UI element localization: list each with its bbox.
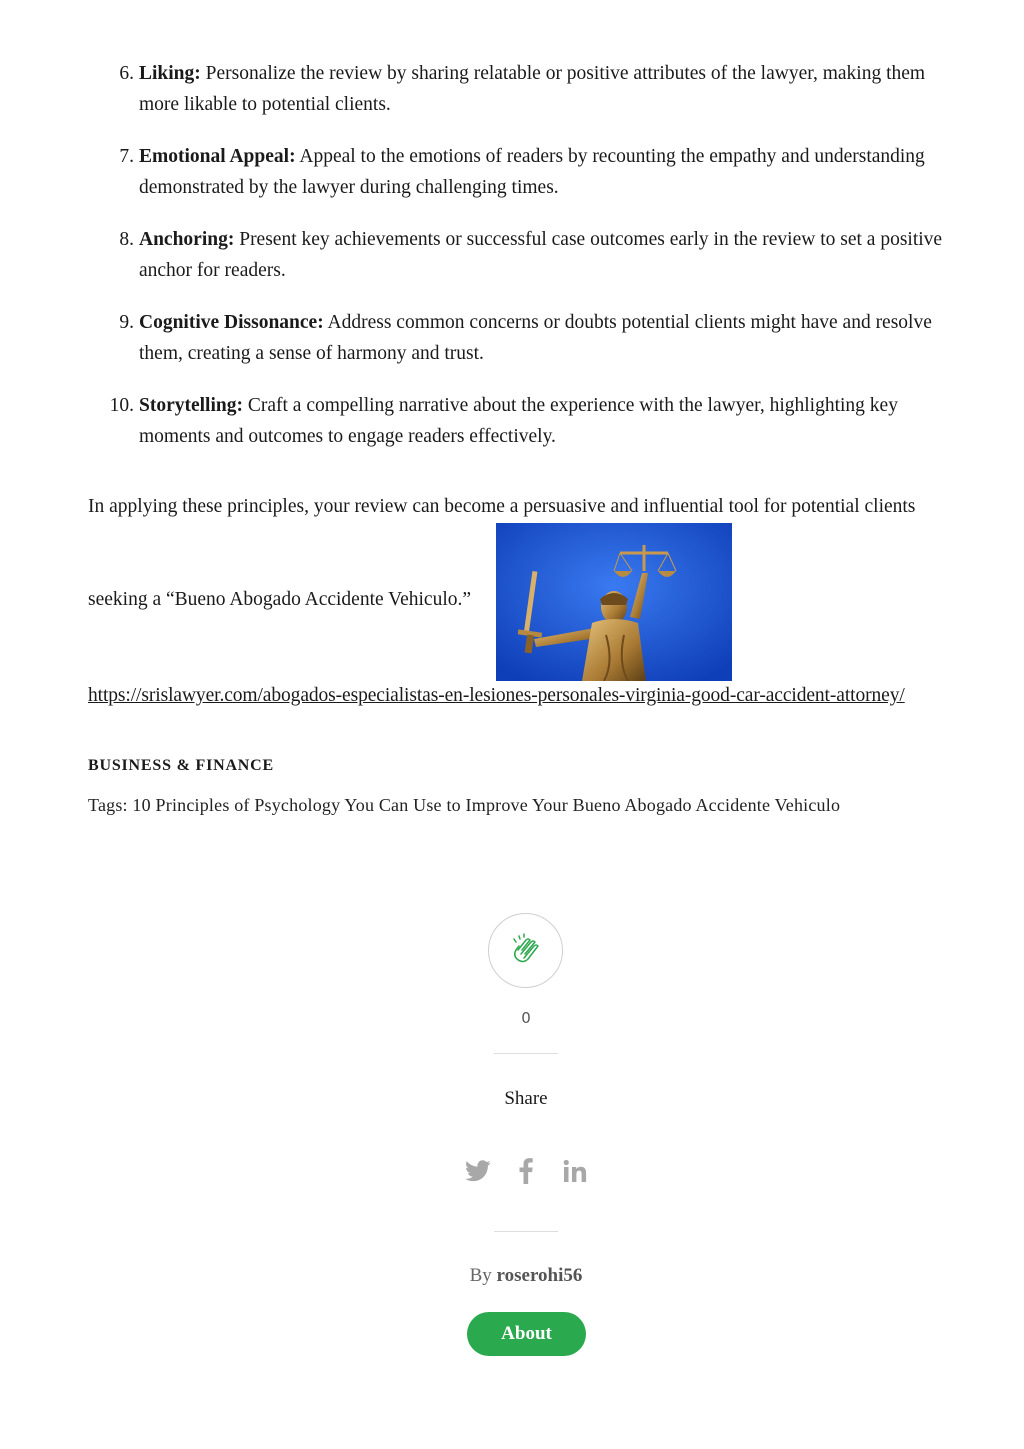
clap-count: 0 — [521, 1009, 531, 1027]
principle-text: Appeal to the emotions of readers by recounting the empathy and understanding demonstrated by the lawyer during challenging times. — [139, 146, 925, 198]
linkedin-share-button[interactable] — [560, 1158, 590, 1188]
category-label[interactable]: BUSINESS & FINANCE — [88, 757, 274, 774]
divider — [494, 1231, 558, 1232]
share-label: Share — [504, 1088, 548, 1109]
principle-title: Cognitive Dissonance: — [139, 312, 324, 333]
clap-icon — [508, 930, 544, 971]
list-number: 6. — [119, 63, 134, 84]
author-byline — [426, 1265, 626, 1287]
principle-title: Storytelling: — [139, 395, 243, 416]
clap-button[interactable] — [488, 913, 563, 988]
list-number: 9. — [119, 312, 134, 333]
facebook-icon — [519, 1158, 533, 1189]
principle-title: Anchoring: — [139, 229, 235, 250]
divider — [494, 1053, 558, 1054]
list-number: 7. — [119, 146, 134, 167]
closing-paragraph: In applying these principles, your review can become a persuasive and influential tool for potential clients — [88, 496, 916, 517]
facebook-share-button[interactable] — [511, 1158, 541, 1188]
closing-paragraph-line2: seeking a “Bueno Abogado Accidente Vehiculo.” — [88, 589, 472, 610]
list-item — [88, 224, 968, 286]
principle-title: Liking: — [139, 63, 201, 84]
list-item — [88, 390, 968, 452]
principle-text: Craft a compelling narrative about the experience with the lawyer, highlighting key moments and outcomes to engage readers effectively. — [139, 395, 898, 447]
principle-text: Personalize the review by sharing relatable or positive attributes of the lawyer, making them more likable to potential clients. — [139, 63, 926, 115]
list-number: 10. — [109, 395, 134, 416]
twitter-share-button[interactable] — [463, 1158, 493, 1188]
linkedin-icon — [563, 1159, 587, 1188]
about-button[interactable]: About — [467, 1312, 586, 1356]
twitter-icon — [465, 1160, 491, 1187]
lady-justice-image — [496, 523, 732, 681]
list-item — [88, 58, 968, 120]
list-item — [88, 307, 968, 369]
list-item — [88, 141, 968, 203]
principle-title: Emotional Appeal: — [139, 146, 296, 167]
principles-list — [88, 58, 968, 473]
principle-text: Present key achievements or successful case outcomes early in the review to set a positive anchor for readers. — [139, 229, 943, 281]
source-link[interactable]: https://srislawyer.com/abogados-especialistas-en-lesiones-personales-virginia-good-car-accident-attorney/ — [88, 685, 905, 706]
tags-line: Tags: 10 Principles of Psychology You Can Use to Improve Your Bueno Abogado Accidente Vehiculo — [88, 795, 841, 815]
list-number: 8. — [119, 229, 134, 250]
byline-prefix: By — [469, 1265, 497, 1286]
principle-text: Address common concerns or doubts potential clients might have and resolve them, creating a sense of harmony and trust. — [139, 312, 932, 364]
author-name[interactable]: roserohi56 — [496, 1265, 583, 1286]
